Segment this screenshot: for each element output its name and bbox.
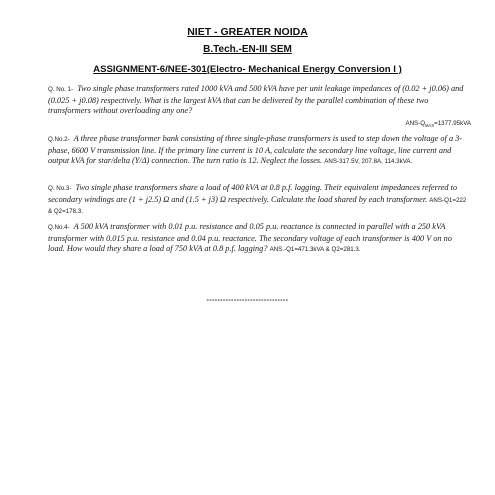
course-title — [0, 44, 495, 55]
question-1-text: Two single phase transformers rated 1000 kVA and 500 kVA have per unit leakage impedances of (0.02 + j0.06) and (0.025 + j0.08) respectively. What is the largest kVA that can be delivered by the parallel combination of these two transformers without overloading any one? — [48, 84, 464, 116]
question-2-text: A three phase transformer bank consisting of three single-phase transformers is used to step down the voltage of a 3-phase, 6600 V transmission line. If the primary line current is 10 A, calculate the secondary line voltage, line current and output kVA for star/delta (Y/Δ) connection. The turn ratio is 12. Neglect the losses. — [48, 134, 463, 166]
assignment-title — [0, 64, 495, 75]
question-1-answer — [405, 120, 471, 128]
question-3 — [48, 183, 468, 218]
question-3-answer: ANS-Q1=222 & Q2=178.3. — [48, 196, 467, 216]
institution-title-text: NIET - GREATER NOIDA — [187, 26, 308, 38]
question-2-answer: ANS-317.5V, 207.8A, 114.3kVA. — [324, 158, 413, 166]
assignment-title-text: ASSIGNMENT-6/NEE-301(Electro- Mechanical Energy Conversion I ) — [93, 64, 402, 75]
question-3-label: Q. No.3- — [48, 185, 72, 192]
question-4-answer: ANS.-Q1=471.3kVA & Q2=281.3. — [269, 246, 361, 254]
question-3-text: Two single phase transformers share a load of 400 kVA at 0.8 p.f. lagging. Their equivalent impedances referred to secondary windings are (1 + j2.5) Ω and (1.5 + j3) Ω respectively. Calculate the load shared by each transformer. — [48, 183, 458, 204]
question-4-text: A 500 kVA transformer with 0.01 p.u. resistance and 0.05 p.u. reactance is connected in parallel with a 250 kVA transformer with 0.015 p.u. resistance and 0.04 p.u. reactance. The secondary voltage of each transformer is 400 V on no load. How would they share a load of 750 kVA at 0.8 p.f. lagging? — [48, 222, 452, 254]
course-title-text: B.Tech.-EN-III SEM — [203, 44, 292, 55]
question-4-label: Q.No.4- — [48, 224, 70, 231]
question-1-answer-prefix: ANS-Q — [405, 120, 426, 127]
institution-title — [0, 26, 495, 38]
end-separator: ------------------------------ — [206, 297, 289, 304]
question-2-label: Q.No.2- — [48, 136, 70, 143]
question-1 — [48, 84, 468, 117]
question-1-answer-sub: MAX — [425, 123, 435, 129]
question-4 — [48, 222, 468, 256]
question-1-label: Q. No. 1- — [48, 86, 74, 93]
question-1-answer-value: =1377.95kVA — [434, 120, 471, 127]
question-2 — [48, 134, 468, 168]
